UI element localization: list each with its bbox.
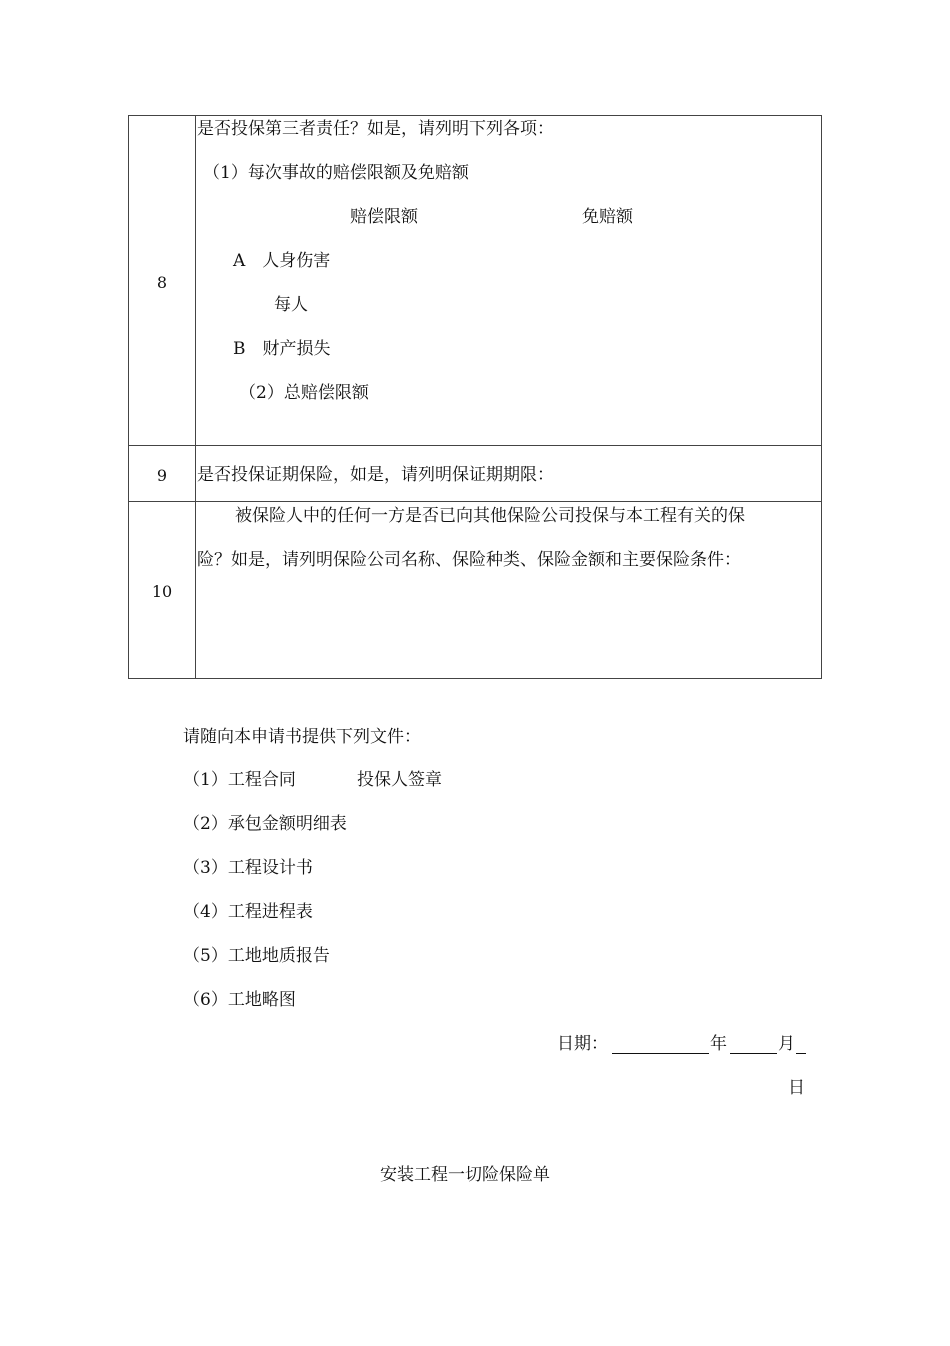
date-month: 月 (778, 1034, 795, 1054)
attachment-item: （3）工程设计书 (183, 858, 313, 878)
attachment-item: （6）工地略图 (183, 990, 296, 1010)
application-form-table (128, 115, 822, 679)
day-blank (796, 1053, 806, 1054)
table-row-divider (128, 501, 822, 502)
date-day: 日 (788, 1078, 805, 1098)
table-row-divider (128, 445, 822, 446)
attachment-item: （4）工程进程表 (183, 902, 313, 922)
policy-title: 安装工程一切险保险单 (380, 1165, 550, 1185)
row-8-per-person: 每人 (274, 295, 308, 315)
row-8-personal-injury: A 人身伤害 (233, 251, 331, 271)
attachment-item: （2）承包金额明细表 (183, 814, 347, 834)
signature-label: 投保人签章 (357, 770, 442, 790)
row-10-question-line1: 被保险人中的任何一方是否已向其他保险公司投保与本工程有关的保 (235, 506, 745, 526)
date-label: 日期： (557, 1034, 608, 1054)
date-year: 年 (710, 1034, 727, 1054)
table-column-divider (195, 115, 196, 679)
row-10-number: 10 (151, 582, 173, 601)
attachments-intro: 请随向本申请书提供下列文件： (183, 727, 421, 747)
attachment-item: （5）工地地质报告 (183, 946, 330, 966)
row-8-property-loss: B 财产损失 (233, 339, 331, 359)
row-8-sub1: （1）每次事故的赔偿限额及免赔额 (203, 163, 469, 183)
month-blank (730, 1053, 777, 1054)
row-8-question: 是否投保第三者责任？如是，请列明下列各项： (197, 119, 554, 139)
row-9-number: 9 (156, 466, 168, 485)
row-9-question: 是否投保证期保险，如是，请列明保证期期限： (197, 465, 554, 485)
row-8-number: 8 (156, 273, 168, 292)
attachment-item: （1）工程合同 (183, 770, 296, 790)
row-10-question-line2: 险？如是，请列明保险公司名称、保险种类、保险金额和主要保险条件： (197, 550, 741, 570)
col-deductible: 免赔额 (582, 207, 633, 227)
row-8-sub2: （2）总赔偿限额 (239, 383, 369, 403)
col-compensation-limit: 赔偿限额 (350, 207, 418, 227)
year-blank (612, 1053, 709, 1054)
